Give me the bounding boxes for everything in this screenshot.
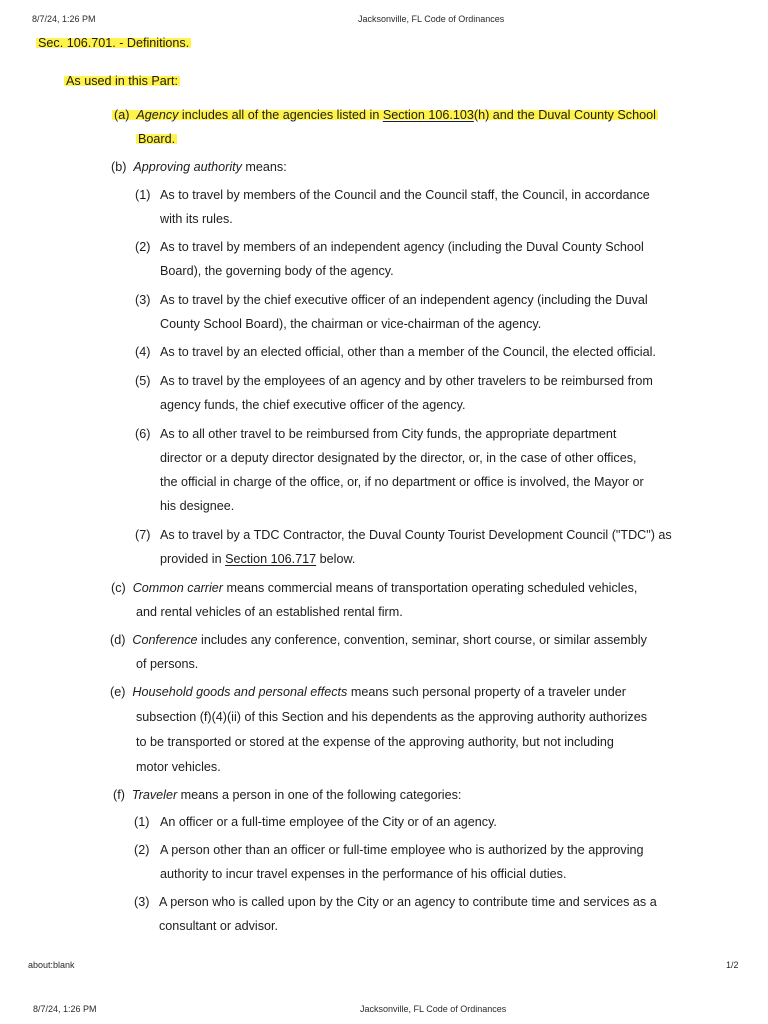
next-page-title: Jacksonville, FL Code of Ordinances xyxy=(360,1004,507,1014)
item-a: (a) Agency includes all of the agencies listed in Section 106.103(h) and the Duval County School xyxy=(114,108,656,122)
next-page-datetime: 8/7/24, 1:26 PM xyxy=(33,1004,97,1014)
item-e: (e) Household goods and personal effects means such personal property of a traveler under xyxy=(110,685,626,699)
subitem-text: As to travel by the chief executive officer of an independent agency (including the Duval xyxy=(160,293,648,307)
subitem-text-cont: with its rules. xyxy=(160,212,233,226)
subitem-text: A person who is called upon by the City or an agency to contribute time and services as a xyxy=(159,895,657,909)
item-f: (f) Traveler means a person in one of the following categories: xyxy=(113,788,462,802)
subitem-text-cont: provided in Section 106.717 below. xyxy=(160,552,356,566)
subitem-label: (6) xyxy=(135,427,151,441)
subitem-text: As to travel by an elected official, other than a member of the Council, the elected official. xyxy=(160,345,656,359)
print-datetime: 8/7/24, 1:26 PM xyxy=(32,14,96,24)
subitem-label: (4) xyxy=(135,345,151,359)
subitem-label: (1) xyxy=(134,815,150,829)
item-label: (b) xyxy=(111,160,127,174)
item-e-line2: subsection (f)(4)(ii) of this Section and his dependents as the approving authority authorizes xyxy=(136,710,648,724)
item-label: (c) xyxy=(111,581,126,595)
defined-term: Conference xyxy=(132,633,198,647)
item-label: (e) xyxy=(110,685,126,699)
section-link[interactable]: Section 106.717 xyxy=(225,552,317,566)
subitem-label: (1) xyxy=(135,188,151,202)
defined-term: Traveler xyxy=(131,788,178,802)
item-d: (d) Conference includes any conference, convention, seminar, short course, or similar assembly xyxy=(110,633,647,647)
subitem-text-cont: authority to incur travel expenses in the performance of his official duties. xyxy=(160,867,567,881)
subitem-text: An officer or a full-time employee of the City or of an agency. xyxy=(160,815,497,829)
item-e-line4: motor vehicles. xyxy=(136,760,221,774)
item-e-line3: to be transported or stored at the expense of the approving authority, but not including xyxy=(136,735,614,749)
item-label: (f) xyxy=(113,788,125,802)
subitem-text: As to travel by a TDC Contractor, the Duval County Tourist Development Council ("TDC") as xyxy=(160,528,672,542)
intro-text: As used in this Part: xyxy=(66,74,178,88)
section-link[interactable]: Section 106.103 xyxy=(382,108,474,122)
defined-term: Common carrier xyxy=(132,581,223,595)
subitem-text: As to travel by the employees of an agency and by other travelers to be reimbursed from xyxy=(160,374,653,388)
defined-term: Household goods and personal effects xyxy=(132,685,348,699)
subitem-text: A person other than an officer or full-time employee who is authorized by the approving xyxy=(160,843,644,857)
subitem-text-cont: Board), the governing body of the agency. xyxy=(160,264,394,278)
subitem-text-cont: director or a deputy director designated by the director, or, in the case of other offices, xyxy=(160,451,637,465)
subitem-label: (2) xyxy=(135,240,151,254)
print-title: Jacksonville, FL Code of Ordinances xyxy=(358,14,505,24)
item-c-line2: and rental vehicles of an established rental firm. xyxy=(136,605,403,619)
subitem-label: (5) xyxy=(135,374,151,388)
defined-term: Approving authority xyxy=(133,160,242,174)
item-a-line2: Board. xyxy=(138,132,176,146)
print-url: about:blank xyxy=(28,960,75,970)
subitem-text-cont: consultant or advisor. xyxy=(159,919,279,933)
subitem-text: As to travel by members of the Council and the Council staff, the Council, in accordance xyxy=(160,188,650,202)
subitem-text: As to all other travel to be reimbursed from City funds, the appropriate department xyxy=(160,427,617,441)
subitem-text-cont: County School Board), the chairman or vice-chairman of the agency. xyxy=(160,317,542,331)
defined-term: Agency xyxy=(136,108,179,122)
subitem-label: (2) xyxy=(134,843,150,857)
item-c: (c) Common carrier means commercial means of transportation operating scheduled vehicles, xyxy=(111,581,638,595)
subitem-text-cont: agency funds, the chief executive officer of the agency. xyxy=(160,398,466,412)
item-label: (a) xyxy=(114,108,130,122)
subitem-text-cont: his designee. xyxy=(160,499,235,513)
item-label: (d) xyxy=(110,633,126,647)
item-d-line2: of persons. xyxy=(136,657,199,671)
subitem-text: As to travel by members of an independent agency (including the Duval County School xyxy=(160,240,644,254)
item-b: (b) Approving authority means: xyxy=(111,160,287,174)
section-heading: Sec. 106.701. - Definitions. xyxy=(38,36,190,50)
subitem-text-cont: the official in charge of the office, or, if no department or office is involved, the Mayor or xyxy=(160,475,644,489)
page-number: 1/2 xyxy=(726,960,739,970)
subitem-label: (3) xyxy=(135,293,151,307)
subitem-label: (3) xyxy=(134,895,150,909)
subitem-label: (7) xyxy=(135,528,151,542)
